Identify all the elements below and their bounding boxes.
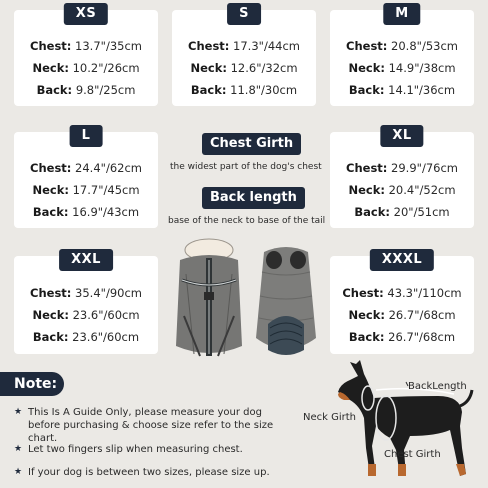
size-tag-m: M: [383, 3, 420, 25]
neck-row: Neck: 12.6"/32cm: [190, 61, 298, 75]
chest-girth-label: Chest Girth: [384, 449, 441, 460]
size-tag-l: L: [70, 125, 103, 147]
back-row: Back: 23.6"/60cm: [32, 330, 140, 344]
chest-girth-tag: Chest Girth: [202, 133, 301, 155]
star-icon: ★: [14, 467, 23, 477]
chest-row: Chest: 35.4"/90cm: [30, 286, 142, 300]
note-item: ★ This Is A Guide Only, please measure your dog before purchasing & choose size refer to the size chart.: [14, 407, 274, 444]
size-card-xl: [330, 128, 474, 228]
back-length-label: BackLength: [408, 381, 467, 392]
size-card-xxl: [14, 252, 158, 354]
back-length-tag: Back length: [202, 187, 305, 209]
back-row: Back: 14.1"/36cm: [348, 83, 456, 97]
neck-row: Neck: 20.4"/52cm: [348, 183, 456, 197]
size-tag-s: S: [227, 3, 261, 25]
back-length-description: base of the neck to base of the tail: [168, 216, 326, 226]
note-item: ★ Let two fingers slip when measuring chest.: [14, 444, 243, 455]
size-card-l: [14, 128, 158, 228]
back-row: Back: 16.9"/43cm: [32, 205, 140, 219]
chest-girth-description: the widest part of the dog's chest: [170, 162, 322, 172]
coat-front-image: [170, 236, 248, 362]
star-icon: ★: [14, 444, 23, 454]
chest-row: Chest: 17.3"/44cm: [188, 39, 300, 53]
back-row: Back: 11.8"/30cm: [190, 83, 298, 97]
size-tag-xxxl: XXXL: [370, 249, 434, 271]
size-tag-xs: XS: [64, 3, 108, 25]
neck-row: Neck: 26.7"/68cm: [348, 308, 456, 322]
note-item: ★ If your dog is between two sizes, please size up.: [14, 467, 270, 478]
neck-row: Neck: 14.9"/38cm: [348, 61, 456, 75]
back-row: Back: 9.8"/25cm: [36, 83, 136, 97]
neck-girth-label: Neck Girth: [303, 412, 356, 423]
chest-row: Chest: 20.8"/53cm: [346, 39, 458, 53]
back-row: Back: 20"/51cm: [354, 205, 450, 219]
star-icon: ★: [14, 407, 23, 417]
chest-row: Chest: 29.9"/76cm: [346, 161, 458, 175]
chest-row: Chest: 13.7"/35cm: [30, 39, 142, 53]
coat-back-image: [250, 238, 322, 362]
neck-row: Neck: 23.6"/60cm: [32, 308, 140, 322]
size-card-s: [172, 6, 316, 106]
chest-row: Chest: 43.3"/110cm: [342, 286, 462, 300]
size-card-xxxl: [330, 252, 474, 354]
back-row: Back: 26.7"/68cm: [348, 330, 456, 344]
size-tag-xl: XL: [380, 125, 423, 147]
note-title: Note:: [0, 372, 64, 396]
neck-row: Neck: 17.7"/45cm: [32, 183, 140, 197]
size-card-xs: [14, 6, 158, 106]
neck-row: Neck: 10.2"/26cm: [32, 61, 140, 75]
chest-row: Chest: 24.4"/62cm: [30, 161, 142, 175]
size-tag-xxl: XXL: [59, 249, 113, 271]
size-card-m: [330, 6, 474, 106]
